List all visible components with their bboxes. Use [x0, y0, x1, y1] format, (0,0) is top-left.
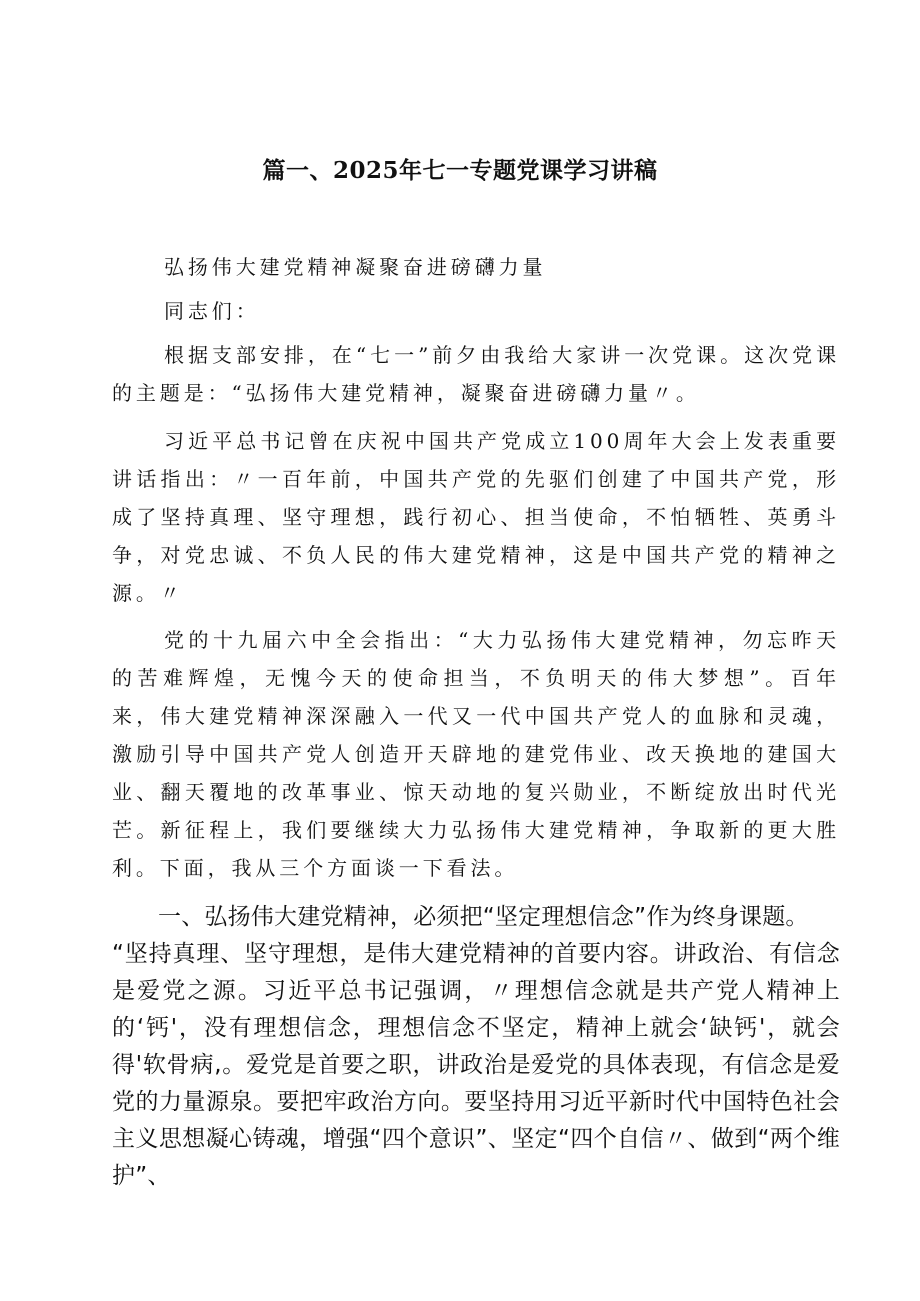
paragraph: 党的十九届六中全会指出：“大力弘扬伟大建党精神，勿忘昨天的苦难辉煌，无愧今天的使命担当，不负明天的伟大梦想”。百年来，伟大建党精神深深融入一代又一代中国共产党人的血脉和灵魂，激励引导中国共产党人创造开天辟地的建党伟业、改天换地的建国大业、翻天覆地的改革事业、惊天动地的复兴勋业，不断绽放出时代光芒。新征程上，我们要继续大力弘扬伟大建党精神，争取新的更大胜利。下面，我从三个方面谈一下看法。 [112, 628, 840, 880]
section-one [112, 898, 840, 1195]
document-title: 篇一、2025年七一专题党课学习讲稿 [262, 157, 658, 184]
greeting: 同志们： [164, 299, 260, 323]
document-body [112, 248, 840, 887]
section-content: “坚持真理、坚守理想，是伟大建党精神的首要内容。讲政治、有信念是爱党之源。习近平总书记强调，〃理想信念就是共产党人精神上的‘钙'，没有理想信念，理想信念不坚定，精神上就会‘缺钙'，就会得'软骨病,。爱党是首要之职，讲政治是爱党的具体表现，有信念是爱党的力量源泉。要把牢政治方向。要坚持用习近平新时代中国特色社会主义思想凝心铸魂，增强“四个意识”、坚定“四个自信〃、做到“两个维护”、 [112, 941, 840, 1189]
paragraph: 习近平总书记曾在庆祝中国共产党成立100周年大会上发表重要讲话指出：〃一百年前，中国共产党的先驱们创建了中国共产党，形成了坚持真理、坚守理想，践行初心、担当使命，不怕牺牲、英勇斗争，对党忠诚、不负人民的伟大建党精神，这是中国共产党的精神之源。〃 [112, 429, 840, 605]
paragraph: 根据支部安排，在“七一”前夕由我给大家讲一次党课。这次党课的主题是：“弘扬伟大建党精神，凝聚奋进磅礴力量〃。 [112, 343, 840, 405]
section-heading: 一、弘扬伟大建党精神，必须把“坚定理想信念”作为终身课题。 [158, 904, 809, 930]
document-subtitle: 弘扬伟大建党精神凝聚奋进磅礴力量 [164, 255, 547, 279]
